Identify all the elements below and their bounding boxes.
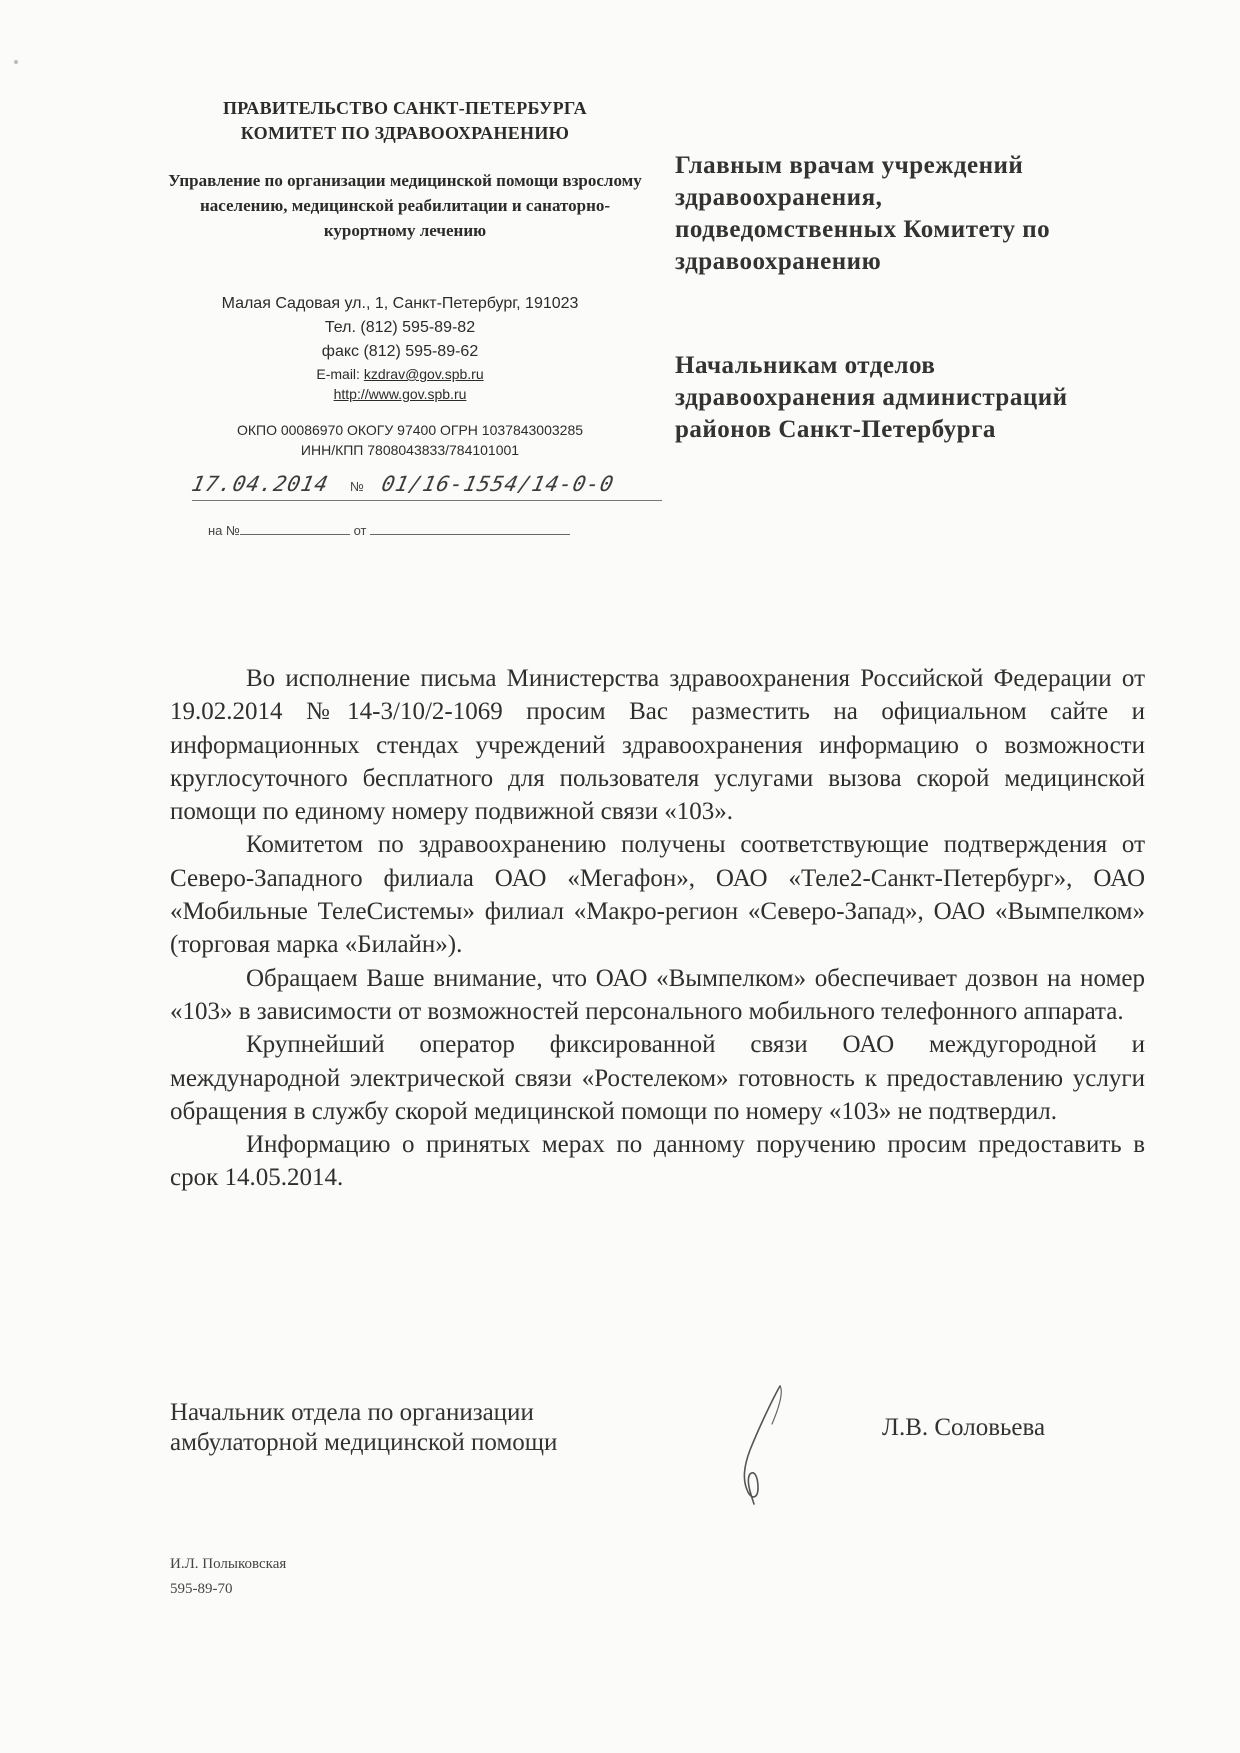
- letterhead-ids: [170, 420, 650, 460]
- letterhead-organization: [150, 96, 660, 146]
- position-line: Начальник отдела по организации: [170, 1399, 534, 1426]
- body-paragraph: Информацию о принятых мерах по данному поручению просим предоставить в срок 14.05.2014.: [170, 1131, 1145, 1192]
- body-paragraph: Крупнейший оператор фиксированной связи ОАО междугородной и международной электрической связи «Ростелеком» готовность к предоставлению услуги обращения в службу скорой медицинской помощи по номеру «103» не подтвердил.: [170, 1031, 1145, 1125]
- fax: факс (812) 595-89-62: [321, 343, 479, 360]
- reference-from-label: от: [353, 523, 367, 538]
- ids-line-2: ИНН/КПП 7808043833/784101001: [300, 442, 520, 458]
- addressee-line: здравоохранению: [675, 248, 882, 275]
- email-link[interactable]: kzdrav@gov.spb.ru: [363, 366, 484, 382]
- scan-mark: [14, 60, 18, 64]
- org-committee: КОМИТЕТ ПО ЗДРАВООХРАНЕНИЮ: [240, 123, 570, 143]
- registration-line: [189, 470, 662, 510]
- website-link[interactable]: http://www.gov.spb.ru: [333, 386, 467, 402]
- addressee-line: Начальникам отделов: [675, 352, 936, 379]
- reference-from-blank: [370, 522, 570, 535]
- body-paragraph: Обращаем Ваше внимание, что ОАО «Вымпелком» обеспечивает дозвон на номер «103» в зависимости от возможностей персонального мобильного телефонного аппарата.: [170, 964, 1145, 1025]
- letterhead-contacts: [170, 292, 630, 404]
- letterhead-department: Управление по организации медицинской помощи взрослому населению, медицинской реабилитации и санаторно-курортному лечению: [168, 171, 642, 240]
- executor-name: И.Л. Полыковская: [170, 1556, 287, 1572]
- signatory-position: [170, 1398, 690, 1458]
- registration-date: 17.04.2014: [189, 472, 331, 496]
- addressee-line: районов Санкт-Петербурга: [675, 416, 996, 443]
- registration-number: 01/16-1554/14-0-0: [379, 472, 617, 496]
- reference-number-blank: [240, 522, 350, 535]
- ids-line-1: ОКПО 00086970 ОКОГУ 97400 ОГРН 1037843003285: [236, 422, 584, 438]
- addressee-line: подведомственных Комитету по: [675, 216, 1051, 243]
- org-government: ПРАВИТЕЛЬСТВО САНКТ-ПЕТЕРБУРГА: [223, 98, 587, 118]
- addressee-line: Главным врачам учреждений: [675, 152, 1024, 179]
- email-label: E-mail:: [316, 366, 360, 382]
- addressee-line: здравоохранения,: [675, 184, 883, 211]
- registration-underline: [192, 500, 662, 501]
- registration-number-sign: №: [350, 479, 364, 494]
- body-paragraph: Комитетом по здравоохранению получены соответствующие подтверждения от Северо-Западного филиала ОАО «Мегафон», ОАО «Теле2-Санкт-Петербург», ОАО «Мобильные ТелеСистемы» филиал «Макро-регион «Северо-Запад», ОАО «Вымпелком» (торговая марка «Билайн»).: [170, 831, 1145, 959]
- body-paragraph: Во исполнение письма Министерства здравоохранения Российской Федерации от 19.02.2014 №14-3/10/2-1069 просим Вас разместить на официальном сайте и информационных стендах учреждений здравоохранения информацию о возможности круглосуточного бесплатного для пользователя услугами вызова скорой медицинской помощи по единому номеру подвижной связи «103».: [170, 665, 1145, 826]
- reference-number-label: на №: [208, 523, 240, 538]
- letter-body: [170, 662, 1145, 1195]
- executor-info: [170, 1552, 286, 1602]
- reference-line: [208, 522, 608, 542]
- address: Малая Садовая ул., 1, Санкт-Петербург, 191023: [221, 295, 579, 312]
- handwritten-signature: [728, 1380, 798, 1510]
- addressee-line: здравоохранения администраций: [675, 384, 1068, 411]
- executor-phone: 595-89-70: [170, 1581, 233, 1597]
- email-line: [170, 364, 630, 384]
- addressee-chief-doctors: [675, 150, 1145, 278]
- addressee-department-heads: [675, 350, 1145, 446]
- phone: Тел. (812) 595-89-82: [324, 319, 476, 336]
- signatory-name: Л.В. Соловьева: [882, 1414, 1046, 1441]
- position-line: амбулаторной медицинской помощи: [170, 1429, 558, 1456]
